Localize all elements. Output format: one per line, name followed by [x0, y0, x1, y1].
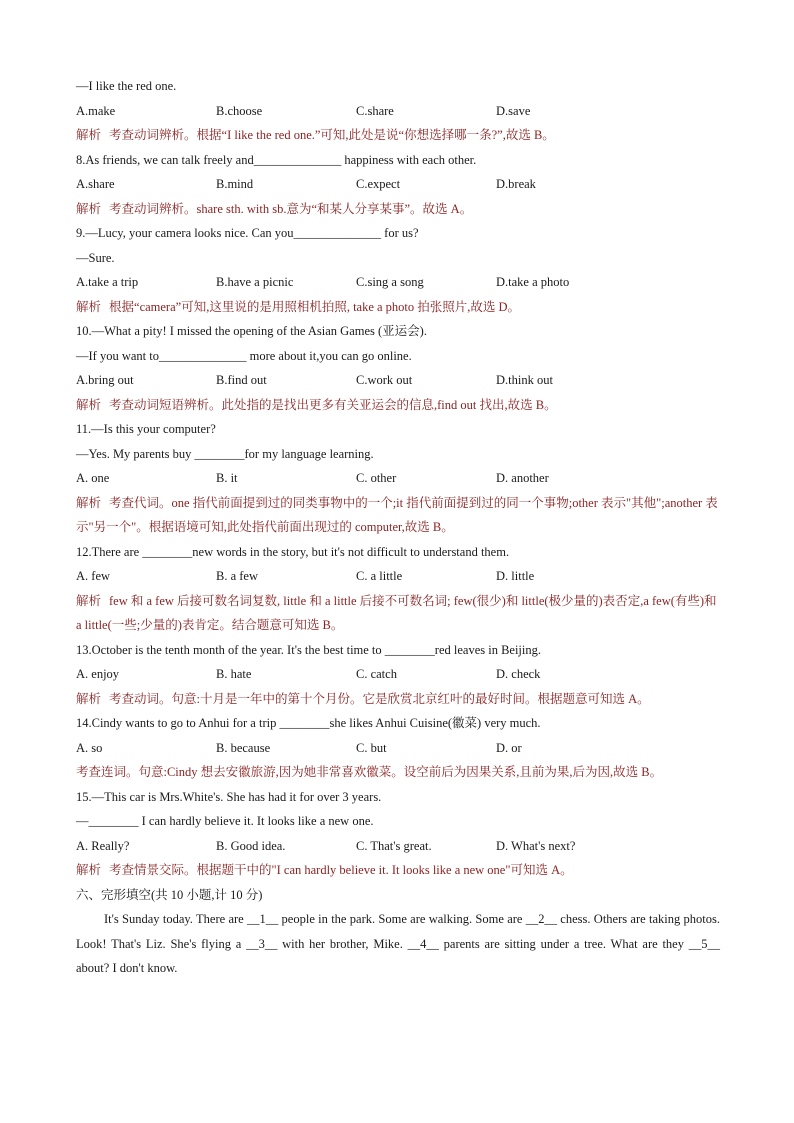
- analysis-tag: 解析: [76, 863, 102, 877]
- question-line: —If you want to______________ more about it,you can go online.: [76, 348, 412, 363]
- option-C: C. but: [356, 740, 387, 755]
- analysis: [76, 393, 720, 418]
- option-A: A. one: [76, 471, 110, 485]
- option-A: A. few: [76, 569, 111, 583]
- analysis: [76, 197, 720, 222]
- option-D: D. another: [496, 471, 549, 485]
- question-line: 15.—This car is Mrs.White's. She has had it for over 3 years.: [76, 789, 382, 804]
- analysis-text: 考查情景交际。根据题干中的"I can hardly believe it. It looks like a new one"可知选 A。: [109, 863, 573, 877]
- option-A: A.share: [76, 177, 115, 191]
- analysis-text: 根据“camera”可知,这里说的是用照相机拍照, take a photo 拍张照片,故选 D。: [109, 299, 521, 314]
- analysis-text: 考查连词。句意:Cindy 想去安徽旅游,因为她非常喜欢徽菜。设空前后为因果关系,且前为果,后为因,故选 B。: [76, 765, 663, 779]
- option-B: B. hate: [216, 667, 252, 681]
- option-D: D. What's next?: [496, 838, 576, 853]
- analysis-text: few 和 a few 后接可数名词复数, little 和 a little 后接不可数名词; few(很少)和 little(极少量的)表否定,a few(有些)和 a little(一些;少量的)表肯定。结合题意可知选 B。: [76, 593, 717, 632]
- analysis: [76, 687, 720, 712]
- question-line: 8.As friends, we can talk freely and______________ happiness with each other.: [76, 152, 477, 167]
- question-line: 10.—What a pity! I missed the opening of the Asian Games (亚运会).: [76, 324, 427, 338]
- option-C: C.work out: [356, 373, 413, 387]
- answer-options: [76, 99, 720, 124]
- question-line: —Yes. My parents buy ________for my language learning.: [76, 446, 374, 461]
- option-B: B.have a picnic: [216, 275, 294, 289]
- option-D: D. or: [496, 740, 522, 755]
- option-C: C. other: [356, 471, 397, 485]
- option-D: D.think out: [496, 373, 553, 387]
- cloze-passage: It's Sunday today. There are __1__ people in the park. Some are walking. Some are __2__ chess. Others are taking photos. Look! That's Liz. She's flying a __3__ with her brother, Mike. __4__ parents are sitting under a tree. What are they __5__ about? I don't know.: [76, 912, 720, 975]
- option-A: A.bring out: [76, 373, 134, 387]
- option-C: C.sing a song: [356, 275, 424, 289]
- analysis-tag: 解析: [76, 397, 102, 412]
- answer-options: [76, 564, 720, 589]
- option-D: D. little: [496, 569, 535, 583]
- option-B: B.choose: [216, 103, 263, 118]
- analysis-tag: 解析: [76, 128, 102, 142]
- answer-options: [76, 172, 720, 197]
- analysis-tag: 解析: [76, 299, 102, 314]
- option-B: B. it: [216, 471, 238, 485]
- answer-options: [76, 466, 720, 491]
- question-line: 11.—Is this your computer?: [76, 422, 216, 436]
- answer-options: [76, 662, 720, 687]
- option-B: B. Good idea.: [216, 838, 286, 853]
- question-line: —Sure.: [76, 250, 115, 265]
- option-D: D. check: [496, 667, 541, 681]
- option-B: B.mind: [216, 177, 254, 191]
- option-A: A.make: [76, 103, 116, 118]
- analysis-tag: 解析: [76, 201, 102, 216]
- question-line: 9.—Lucy, your camera looks nice. Can you______________ for us?: [76, 226, 419, 240]
- option-D: D.break: [496, 177, 536, 191]
- option-C: C.expect: [356, 177, 401, 191]
- document-page: [76, 74, 720, 981]
- option-A: A.take a trip: [76, 275, 139, 289]
- option-A: A. so: [76, 740, 103, 755]
- question-line: —I like the red one.: [76, 79, 177, 93]
- analysis: [76, 123, 720, 148]
- option-D: D.save: [496, 103, 531, 118]
- answer-options: [76, 834, 720, 859]
- option-B: B.find out: [216, 373, 267, 387]
- analysis-text: 考查动词辨析。根据“I like the red one.”可知,此处是说“你想选择哪一条?”,故选 B。: [109, 128, 555, 142]
- answer-options: [76, 368, 720, 393]
- analysis-text: 考查动词辨析。share sth. with sb.意为“和某人分享某事”。故选 A。: [109, 201, 473, 216]
- analysis-tag: 解析: [76, 691, 102, 706]
- analysis: [76, 295, 720, 320]
- analysis: [76, 858, 720, 883]
- option-B: B. because: [216, 740, 271, 755]
- answer-options: [76, 270, 720, 295]
- option-D: D.take a photo: [496, 275, 570, 289]
- question-line: 六、完形填空(共 10 小题,计 10 分): [76, 887, 263, 902]
- analysis-tag: 解析: [76, 495, 102, 510]
- question-line: 13.October is the tenth month of the year. It's the best time to ________red leaves in Beijing.: [76, 642, 542, 657]
- option-C: C. catch: [356, 667, 397, 681]
- question-line: —________ I can hardly believe it. It looks like a new one.: [76, 814, 374, 828]
- analysis-text: 考查代词。one 指代前面提到过的同类事物中的一个;it 指代前面提到过的同一个事物;other 表示"其他";another 表示"另一个"。根据语境可知,此处指代前面出现过的 computer,故选 B。: [76, 495, 718, 534]
- analysis-text: 考查动词短语辨析。此处指的是找出更多有关亚运会的信息,find out 找出,故选 B。: [109, 397, 557, 412]
- analysis-text: 考查动词。句意:十月是一年中的第十个月份。它是欣赏北京红叶的最好时间。根据题意可知选 A。: [109, 691, 650, 706]
- analysis-tag: 解析: [76, 593, 102, 608]
- option-A: A. enjoy: [76, 667, 120, 681]
- option-B: B. a few: [216, 569, 258, 583]
- analysis: [76, 491, 720, 540]
- analysis: [76, 760, 720, 785]
- option-A: A. Really?: [76, 838, 130, 853]
- question-line: 12.There are ________new words in the story, but it's not difficult to understand them.: [76, 544, 510, 559]
- question-line: 14.Cindy wants to go to Anhui for a trip ________she likes Anhui Cuisine(徽菜) very much.: [76, 716, 541, 730]
- option-C: C. a little: [356, 569, 403, 583]
- option-C: C. That's great.: [356, 838, 432, 853]
- option-C: C.share: [356, 103, 394, 118]
- analysis: [76, 589, 720, 638]
- answer-options: [76, 736, 720, 761]
